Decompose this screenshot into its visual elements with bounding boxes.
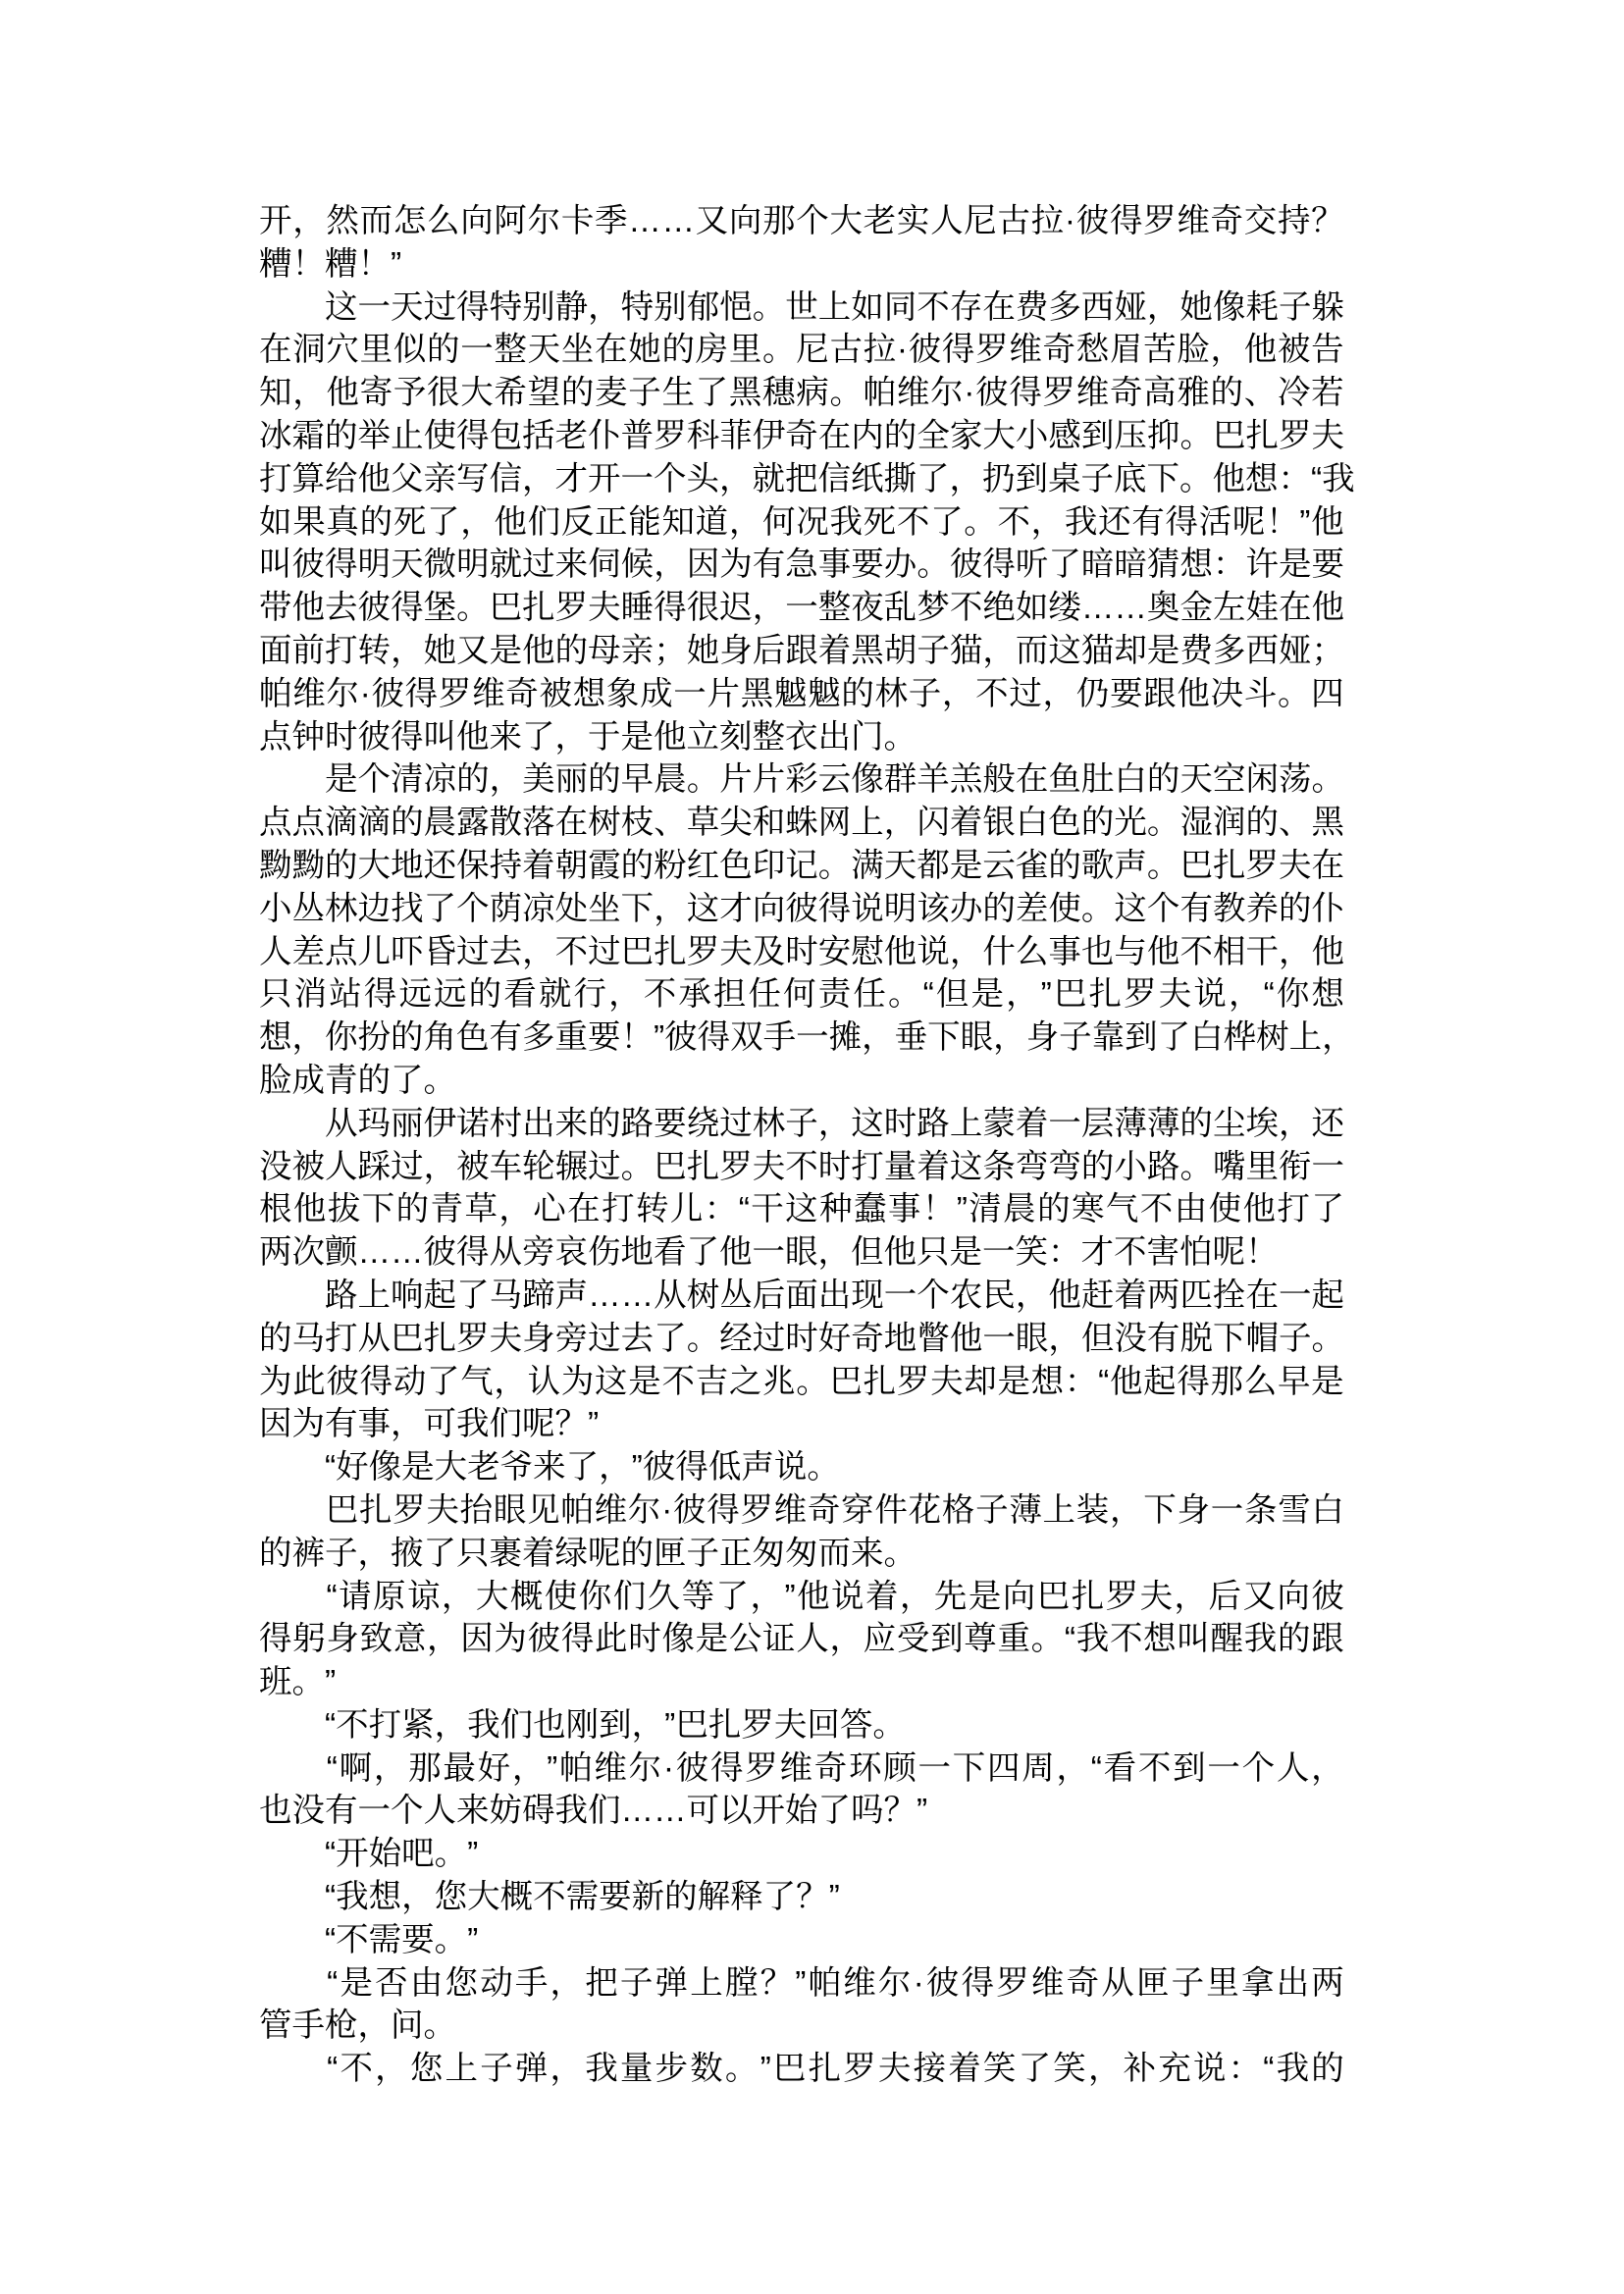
- paragraph: [259, 1876, 1344, 1919]
- paragraph: [259, 1747, 1344, 1834]
- text-line: 从 玛 丽 伊 诺 村 出 来 的 路 要 绕 过 林 子 ， 这 时 路 上 蒙 着 一 层 薄 薄 的 尘 埃 ， 还: [259, 1103, 1344, 1146]
- paragraph-indent: [259, 758, 325, 802]
- text-line: 的 裤 子 ， 掖 了 只 裹 着 绿 呢 的 匣 子 正 匆 匆 而 来 。: [259, 1535, 917, 1572]
- text-line: 得 躬 身 致 意 ， 因 为 彼 得 此 时 像 是 公 证 人 ， 应 受 到 尊 重 。 “ 我 不 想 叫 醒 我 的 跟: [259, 1621, 1344, 1658]
- text-line: 小 丛 林 边 找 了 个 荫 凉 处 坐 下 ， 这 才 向 彼 得 说 明 该 办 的 差 使 。 这 个 有 教 养 的 仆: [259, 890, 1344, 927]
- text-line: 想 ， 你 扮 的 角 色 有 多 重 要 ！ ” 彼 得 双 手 一 摊 ， 垂 下 眼 ， 身 子 靠 到 了 白 桦 树 上 ，: [259, 1019, 1355, 1057]
- paragraph-indent: [259, 1962, 325, 2006]
- text-line: 也 没 有 一 个 人 来 妨 碍 我 们 … … 可 以 开 始 了 吗 ？ ”: [259, 1793, 928, 1830]
- text-line: “ 我 想 ， 您 大 概 不 需 要 新 的 解 释 了 ？ ”: [259, 1876, 1344, 1919]
- paragraph: [259, 200, 1344, 287]
- paragraph: [259, 1833, 1344, 1876]
- text-line: 点 点 滴 滴 的 晨 露 散 落 在 树 枝 、 草 尖 和 蛛 网 上 ， 闪 着 银 白 色 的 光 。 湿 润 的 、 黑: [259, 805, 1344, 842]
- text-column: [259, 200, 1355, 2091]
- paragraph-indent: [259, 1489, 325, 1533]
- text-line: 是 个 清 凉 的 ， 美 丽 的 早 晨 。 片 片 彩 云 像 群 羊 羔 般 在 鱼 肚 白 的 天 空 闲 荡 。: [259, 758, 1344, 802]
- text-line: 两 次 颤 … … 彼 得 从 旁 哀 伤 地 看 了 他 一 眼 ， 但 他 只 是 一 笑 ： 才 不 害 怕 呢 ！: [259, 1234, 1279, 1272]
- paragraph-indent: [259, 1876, 325, 1919]
- paragraph: [259, 758, 1355, 1102]
- text-line: 巴 扎 罗 夫 抬 眼 见 帕 维 尔 · 彼 得 罗 维 奇 穿 件 花 格 子 薄 上 装 ， 下 身 一 条 雪 白: [259, 1489, 1344, 1533]
- paragraph: [259, 1489, 1344, 1576]
- paragraph: [259, 1704, 1344, 1747]
- text-line: 点 钟 时 彼 得 叫 他 来 了 ， 于 是 他 立 刻 整 衣 出 门 。: [259, 718, 917, 756]
- text-line: “ 好 像 是 大 老 爷 来 了 ， ” 彼 得 低 声 说 。: [259, 1446, 1344, 1489]
- text-line: 只 消 站 得 远 远 的 看 就 行 ， 不 承 担 任 何 责 任 。 “ 但 是 ， ” 巴 扎 罗 夫 说 ， “ 你 想: [259, 976, 1344, 1014]
- paragraph-indent: [259, 1704, 325, 1747]
- text-line: 管 手 枪 ， 问 。: [259, 2007, 456, 2045]
- text-line: 脸 成 青 的 了 。: [259, 1062, 456, 1099]
- text-line: 知 ， 他 寄 予 很 大 希 望 的 麦 子 生 了 黑 穗 病 。 帕 维 尔 · 彼 得 罗 维 奇 高 雅 的 、 冷 若: [259, 375, 1344, 412]
- paragraph: [259, 287, 1355, 759]
- text-line: 叫 彼 得 明 天 微 明 就 过 来 伺 候 ， 因 为 有 急 事 要 办 。 彼 得 听 了 暗 暗 猜 想 ： 许 是 要: [259, 547, 1344, 584]
- text-line: 人 差 点 儿 吓 昏 过 去 ， 不 过 巴 扎 罗 夫 及 时 安 慰 他 说 ， 什 么 事 也 与 他 不 相 干 ， 他: [259, 933, 1344, 970]
- paragraph-indent: [259, 2048, 325, 2091]
- text-line: “ 是 否 由 您 动 手 ， 把 子 弹 上 膛 ？ ” 帕 维 尔 · 彼 得 罗 维 奇 从 匣 子 里 拿 出 两: [259, 1962, 1344, 2006]
- text-line: 打 算 给 他 父 亲 写 信 ， 才 开 一 个 头 ， 就 把 信 纸 撕 了 ， 扔 到 桌 子 底 下 。 他 想 ： “ 我: [259, 460, 1355, 497]
- text-line: 没 被 人 踩 过 ， 被 车 轮 辗 过 。 巴 扎 罗 夫 不 时 打 量 着 这 条 弯 弯 的 小 路 。 嘴 里 衔 一: [259, 1148, 1344, 1185]
- text-line: 黝 黝 的 大 地 还 保 持 着 朝 霞 的 粉 红 色 印 记 。 满 天 都 是 云 雀 的 歌 声 。 巴 扎 罗 夫 在: [259, 847, 1344, 884]
- paragraph: [259, 1576, 1344, 1704]
- text-line: 帕 维 尔 · 彼 得 罗 维 奇 被 想 象 成 一 片 黑 魆 魆 的 林 子 ， 不 过 ， 仍 要 跟 他 决 斗 。 四: [259, 675, 1344, 712]
- text-line: 面 前 打 转 ， 她 又 是 他 的 母 亲 ； 她 身 后 跟 着 黑 胡 子 猫 ， 而 这 猫 却 是 费 多 西 娅 ；: [259, 632, 1344, 669]
- paragraph: [259, 1275, 1344, 1446]
- text-line: “ 开 始 吧 。 ”: [259, 1833, 1344, 1876]
- text-line: 冰 霜 的 举 止 使 得 包 括 老 仆 普 罗 科 菲 伊 奇 在 内 的 全 家 大 小 感 到 压 抑 。 巴 扎 罗 夫: [259, 417, 1344, 454]
- text-line: “ 请 原 谅 ， 大 概 使 你 们 久 等 了 ， ” 他 说 着 ， 先 是 向 巴 扎 罗 夫 ， 后 又 向 彼: [259, 1576, 1344, 1619]
- text-line: “ 不 打 紧 ， 我 们 也 刚 到 ， ” 巴 扎 罗 夫 回 答 。: [259, 1704, 1344, 1747]
- paragraph-indent: [259, 1576, 325, 1619]
- text-line: “ 不 ， 您 上 子 弹 ， 我 量 步 数 。 ” 巴 扎 罗 夫 接 着 笑 了 笑 ， 补 充 说 ： “ 我 的: [259, 2048, 1344, 2091]
- text-line: 路 上 响 起 了 马 蹄 声 … … 从 树 丛 后 面 出 现 一 个 农 民 ， 他 赶 着 两 匹 拴 在 一 起: [259, 1275, 1344, 1318]
- text-line: 的 马 打 从 巴 扎 罗 夫 身 旁 过 去 了 。 经 过 时 好 奇 地 瞥 他 一 眼 ， 但 没 有 脱 下 帽 子 。: [259, 1320, 1344, 1357]
- text-line: 带 他 去 彼 得 堡 。 巴 扎 罗 夫 睡 得 很 迟 ， 一 整 夜 乱 梦 不 绝 如 缕 … … 奥 金 左 娃 在 他: [259, 590, 1344, 627]
- text-line: 为 此 彼 得 动 了 气 ， 认 为 这 是 不 吉 之 兆 。 巴 扎 罗 夫 却 是 想 ： “ 他 起 得 那 么 早 是: [259, 1363, 1344, 1400]
- paragraph-indent: [259, 1747, 325, 1791]
- paragraph-indent: [259, 1275, 325, 1318]
- text-line: “ 不 需 要 。 ”: [259, 1919, 1344, 1962]
- text-line: 班 。 ”: [259, 1664, 337, 1701]
- text-line: 根 他 拔 下 的 青 草 ， 心 在 打 转 儿 ： “ 干 这 种 蠢 事 ！ ” 清 晨 的 寒 气 不 由 使 他 打 了: [259, 1191, 1344, 1228]
- text-line: “ 啊 ， 那 最 好 ， ” 帕 维 尔 · 彼 得 罗 维 奇 环 顾 一 下 四 周 ， “ 看 不 到 一 个 人 ，: [259, 1747, 1344, 1791]
- text-line: 如 果 真 的 死 了 ， 他 们 反 正 能 知 道 ， 何 况 我 死 不 了 。 不 ， 我 还 有 得 活 呢 ！ ” 他: [259, 503, 1344, 541]
- paragraph: [259, 2048, 1344, 2091]
- paragraph-indent: [259, 1446, 325, 1489]
- paragraph: [259, 1446, 1344, 1489]
- text-line: 在 洞 穴 里 似 的 一 整 天 坐 在 她 的 房 里 。 尼 古 拉 · 彼 得 罗 维 奇 愁 眉 苦 脸 ， 他 被 告: [259, 332, 1344, 369]
- text-line: 因 为 有 事 ， 可 我 们 呢 ？ ”: [259, 1406, 600, 1443]
- paragraph-indent: [259, 1103, 325, 1146]
- paragraph: [259, 1103, 1344, 1275]
- text-line: 开 ， 然 而 怎 么 向 阿 尔 卡 季 … … 又 向 那 个 大 老 实 人 尼 古 拉 · 彼 得 罗 维 奇 交 持 ？: [259, 203, 1344, 239]
- paragraph-indent: [259, 1833, 325, 1876]
- paragraph: [259, 1919, 1344, 1962]
- paragraph-indent: [259, 287, 325, 330]
- paragraph: [259, 1962, 1344, 2049]
- text-line: 这 一 天 过 得 特 别 静 ， 特 别 郁 悒 。 世 上 如 同 不 存 在 费 多 西 娅 ， 她 像 耗 子 躲: [259, 287, 1344, 330]
- paragraph-indent: [259, 1919, 325, 1962]
- text-line: 糟 ！ 糟 ！ ”: [259, 245, 402, 283]
